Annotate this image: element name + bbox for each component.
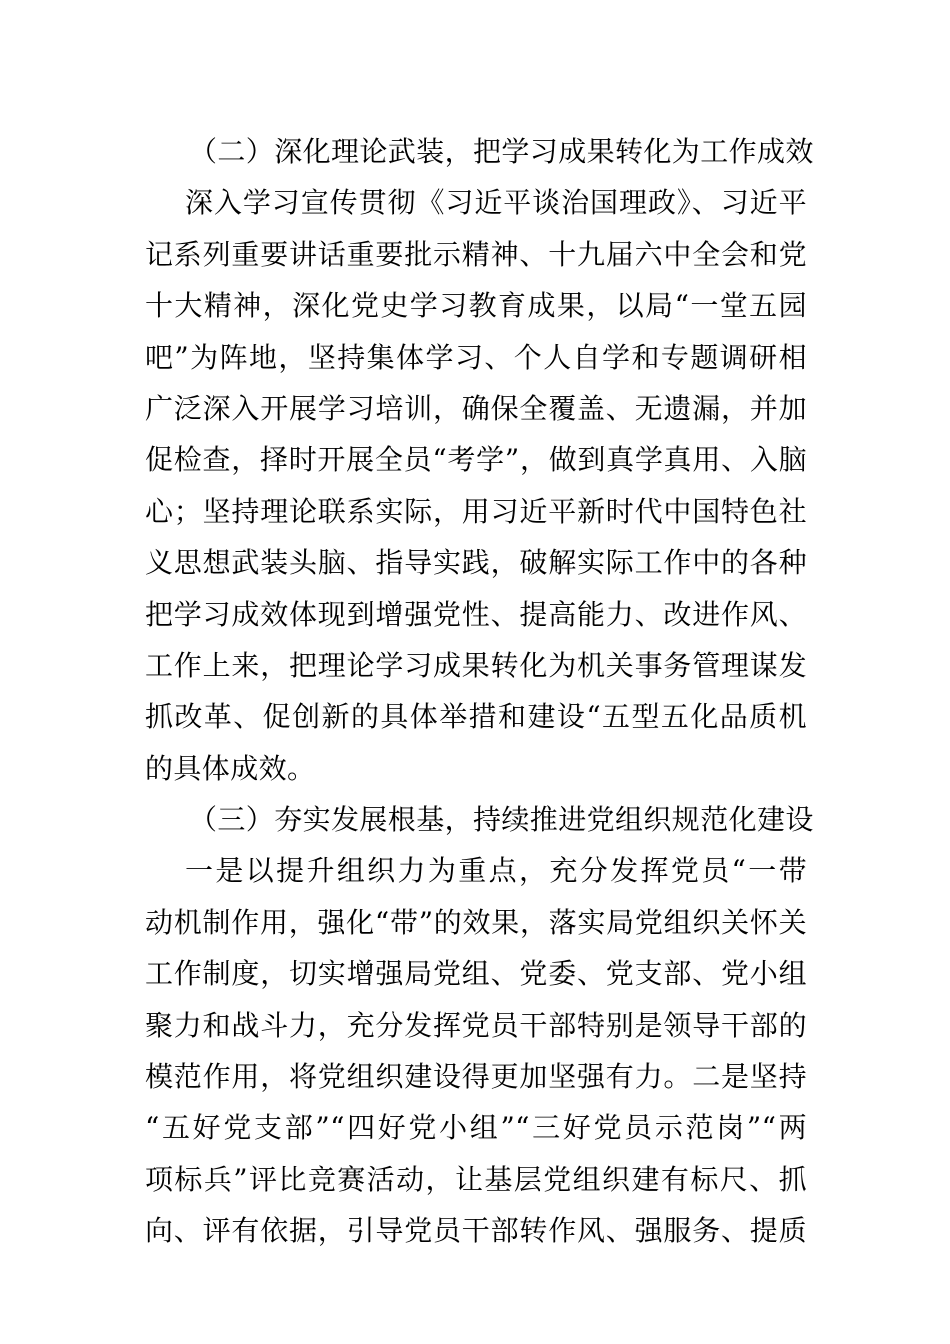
paragraph-line: 模范作用，将党组织建设得更加坚强有力。二是坚持 <box>145 1060 807 1094</box>
paragraph-line: 记系列重要讲话重要批示精神、十九届六中全会和党 <box>145 237 807 271</box>
paragraph-line: 向、评有依据，引导党员干部转作风、强服务、提质 <box>145 1214 807 1248</box>
paragraph-line: 一是以提升组织力为重点，充分发挥党员“一带 <box>185 854 807 888</box>
paragraph-line: 广泛深入开展学习培训，确保全覆盖、无遗漏，并加 <box>145 391 807 425</box>
paragraph-line: 把学习成效体现到增强党性、提高能力、改进作风、 <box>145 597 807 631</box>
document-body <box>145 126 814 1257</box>
paragraph-line: 的具体成效。 <box>145 751 316 785</box>
paragraph-line: 聚力和战斗力，充分发挥党员干部特别是领导干部的 <box>145 1008 807 1042</box>
section-heading: （三）夯实发展根基，持续推进党组织规范化建设 <box>189 803 814 837</box>
section-heading: （二）深化理论武装，把学习成果转化为工作成效 <box>189 135 814 168</box>
paragraph-line: 工作上来，把理论学习成果转化为机关事务管理谋发 <box>145 648 807 682</box>
paragraph-line: 义思想武装头脑、指导实践，破解实际工作中的各种 <box>145 546 807 580</box>
paragraph-line: 心；坚持理论联系实际，用习近平新时代中国特色社 <box>145 494 807 528</box>
paragraph-line: 抓改革、促创新的具体举措和建设“五型五化品质机 <box>145 700 807 734</box>
paragraph-line: 深入学习宣传贯彻《习近平谈治国理政》、习近平 <box>185 186 807 220</box>
paragraph-line: 工作制度，切实增强局党组、党委、党支部、党小组 <box>145 957 807 991</box>
paragraph-line: 促检查，择时开展全员“考学”，做到真学真用、入脑 <box>145 443 807 477</box>
paragraph-line: 吧”为阵地，坚持集体学习、个人自学和专题调研相 <box>145 340 807 374</box>
paragraph-line: 十大精神，深化党史学习教育成果，以局“一堂五园 <box>145 289 807 323</box>
paragraph-line: 项标兵”评比竞赛活动，让基层党组织建有标尺、抓 <box>145 1162 807 1196</box>
paragraph-line: 动机制作用，强化“带”的效果，落实局党组织关怀关 <box>145 905 807 939</box>
paragraph-line: “五好党支部”“四好党小组”“三好党员示范岗”“两 <box>145 1111 807 1145</box>
